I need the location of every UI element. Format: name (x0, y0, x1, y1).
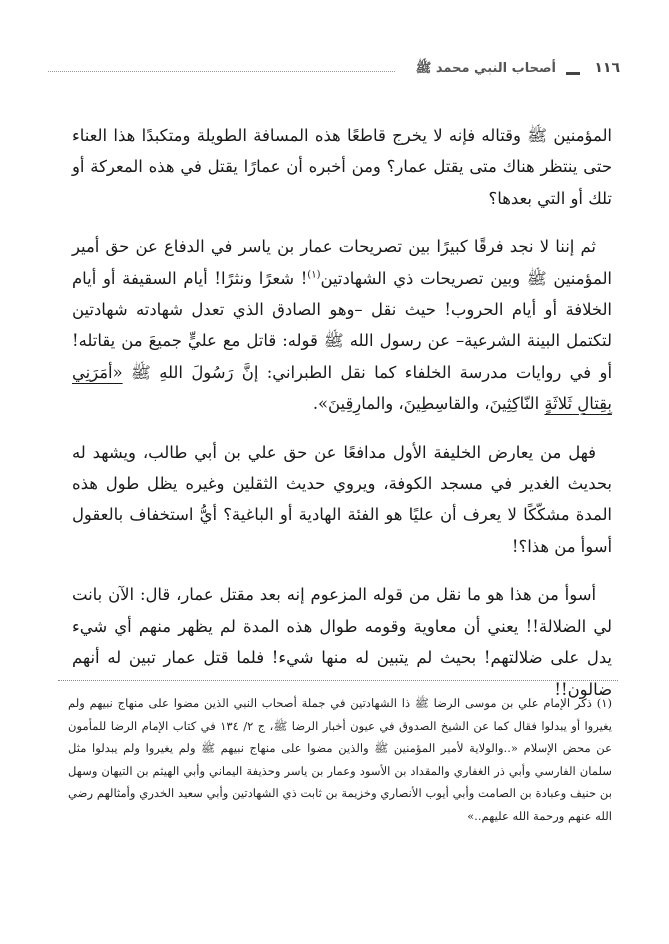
running-title: أصحاب النبي محمد ﷺ (415, 61, 556, 76)
paragraph-4: أسوأ من هذا هو ما نقل من قوله المزعوم إنه بعد مقتل عمار، قال: الآن بانت لي الضلالة!! يعني أن معاوية وقومه طوال هذه المدة لم يظهر منهم أي شيء يدل على ضلالتهم! بحيث لم يتبين له منها شيء! فلما قتل عمار تبين له أنهم ضالون!! (72, 585, 612, 699)
footnote-ref: (١) (307, 269, 321, 281)
quote-part-1: «أمَرَنِي بِقِتالِ ثَلاثَةٍ (72, 362, 612, 414)
paragraph-2 (72, 231, 612, 419)
header-rule (48, 71, 395, 72)
quote-part-2: النّاكِثِينَ، والقاسِطِينَ، والمارِقِينَ». (312, 394, 540, 414)
paragraph-2-part-2: ! شعرًا ونثرًا! أيام السقيفة أو أيام الخلافة أو أيام الحروب! حيث نقل –وهو الصادق الذي تعدل شهادته شهادتين لتكتمل البينة الشرعية– عن رسول الله ﷺ قوله: قاتل مع عليٍّ جميعَ من يقاتله! أو في روايات مدرسة الخلفاء كما نقل الطبراني: إنَّ رَسُولَ اللهِ ﷺ (72, 268, 612, 382)
footnote-divider (58, 680, 618, 681)
paragraph-3: فهل من يعارض الخليفة الأول مدافعًا عن حق علي بن أبي طالب، ويشهد له بحديث الغدير في مسجد الكوفة، ويروي حديث الثقلين وغيره يظل طول هذه المدة مشكّكًا لا يعرف أن عليًا هو الفئة الهادية أو الباغية؟ أيُّ استخفاف بالعقول أسوأ من هذا؟! (72, 442, 612, 556)
page-header (48, 58, 620, 86)
footnote (68, 692, 612, 827)
paragraph-1: المؤمنين ﷺ وقتاله فإنه لا يخرج قاطعًا هذه المسافة الطويلة ومتكبدًا هذا العناء حتى ينتظر هناك متى يقتل عمار؟ ومن أخبره أن عمارًا يقتل في هذه المعركة أو تلك أو التي بعدها؟ (72, 126, 612, 208)
header-dash (566, 72, 580, 75)
paragraph-2-part-1: ثم إننا لا نجد فرقًا كبيرًا بين تصريحات عمار بن ياسر في الدفاع عن حق أمير المؤمنين ﷺ وبين تصريحات ذي الشهادتين (72, 237, 612, 288)
footnote-text: (١) ذكر الإمام علي بن موسى الرضا ﷺ ذا الشهادتين في جملة أصحاب النبي الذين مضوا على منهاج نبيهم ولم يغيروا أو يبدلوا فقال كما عن الشيخ الصدوق في عيون أخبار الرضا ﷺ، ج ٢/ ١٣٤ في كتاب الإمام الرضا للمأمون عن محض الإسلام «..والولاية لأمير المؤمنين ﷺ والذين مضوا على منهاج نبيهم ﷺ ولم يغيروا ولم يبدلوا مثل سلمان الفارسي وأبي ذر الغفاري والمقداد بن الأسود وعمار بن ياسر وحذيفة اليماني وأبي الهيثم بن التيهان وسهل بن حنيف وعبادة بن الصامت وأبي أيوب الأنصاري وخزيمة بن ثابت ذي الشهادتين وأبي سعيد الخدري وأمثالهم رضي الله عنهم ورحمة الله عليهم..» (68, 696, 612, 823)
page-number: ١١٦ (594, 60, 620, 76)
main-text (72, 120, 612, 722)
